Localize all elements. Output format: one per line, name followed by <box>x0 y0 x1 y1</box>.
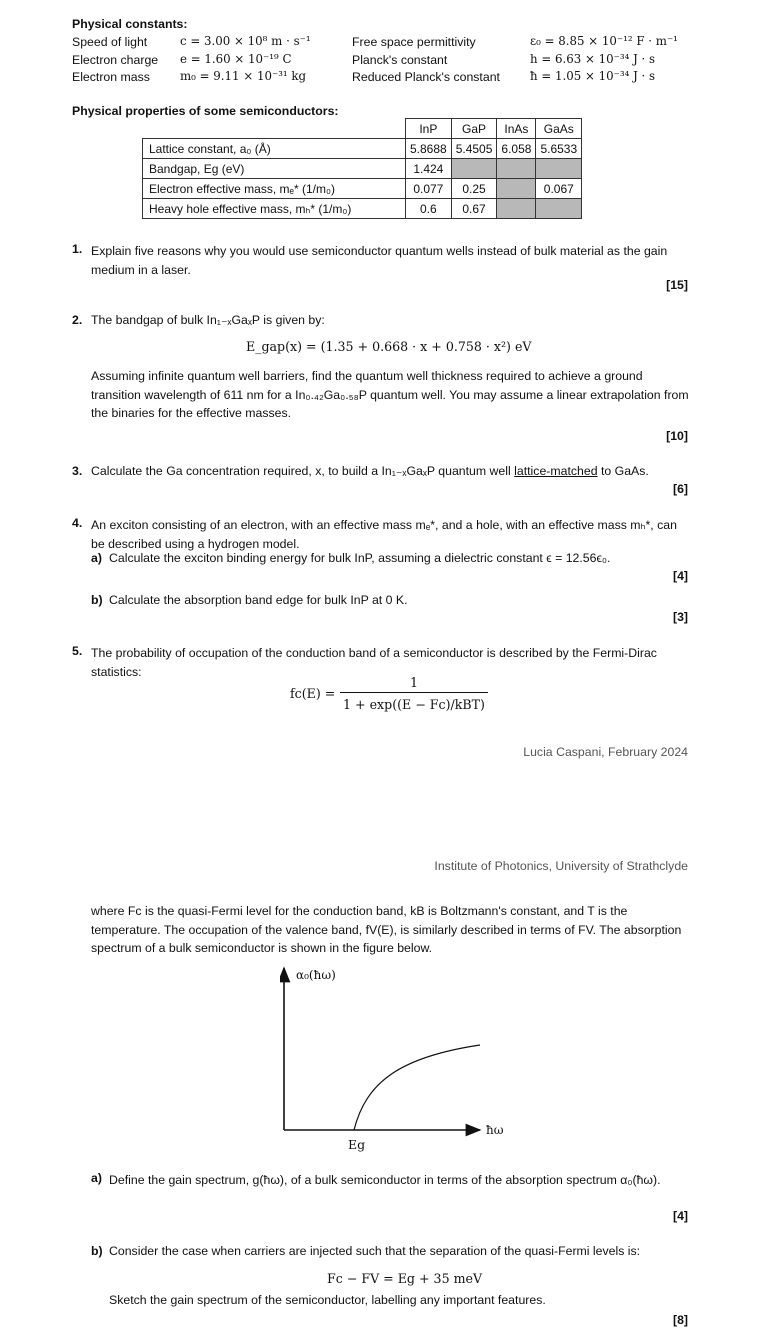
table-cell: 5.6533 <box>536 139 582 159</box>
equation: E_gap(x) = (1.35 + 0.668 · x + 0.758 · x²) eV <box>246 339 532 354</box>
table-cell-shaded <box>536 199 582 219</box>
fraction-numerator: 1 <box>409 675 418 690</box>
subpart-label: b) <box>91 593 103 607</box>
column-header: InP <box>406 119 452 139</box>
row-label: Bandgap, Eg (eV) <box>143 159 406 179</box>
table-cell: 5.4505 <box>451 139 497 159</box>
question-number: 5. <box>72 644 83 658</box>
properties-heading: Physical properties of some semiconductors: <box>72 104 339 118</box>
table-cell: 1.424 <box>406 159 452 179</box>
fraction-bar <box>340 692 488 693</box>
marks: [10] <box>666 429 688 443</box>
const-name: Free space permittivity <box>352 35 476 49</box>
question-number: 1. <box>72 242 83 256</box>
equation-lhs: fc(E) = <box>290 686 336 701</box>
subpart-text: Calculate the exciton binding energy for bulk InP, assuming a dielectric constant ϵ = 12.56ϵ₀. <box>109 551 611 565</box>
marks: [8] <box>672 1313 688 1327</box>
table-row <box>143 199 582 219</box>
table-cell-shaded <box>451 159 497 179</box>
table-cell: 0.077 <box>406 179 452 199</box>
question-text-part: to GaAs. <box>597 464 649 478</box>
table-cell: 5.8688 <box>406 139 452 159</box>
absorption-figure <box>280 962 510 1162</box>
fraction-denominator: 1 + exp((E − Fc)/kBT) <box>343 697 485 712</box>
column-header: InAs <box>497 119 536 139</box>
underlined-term: lattice-matched <box>514 464 598 478</box>
subpart-label: b) <box>91 1244 103 1258</box>
marks: [6] <box>672 482 688 496</box>
column-header: GaP <box>451 119 497 139</box>
const-value: ε₀ = 8.85 × 10⁻¹² F · m⁻¹ <box>530 34 678 48</box>
column-header: GaAs <box>536 119 582 139</box>
question-text: Assuming infinite quantum well barriers, find the quantum well thickness required to achieve a ground transition wavelength of 611 nm for a In₀.₄₂Ga₀.₅₈P quantum well. You may assume a linear extrapolation from the binaries for the effective masses. <box>91 369 689 420</box>
subpart-text: Consider the case when carriers are injected such that the separation of the quasi-Fermi levels is: <box>109 1244 641 1258</box>
const-name: Electron charge <box>72 53 159 67</box>
question-number: 3. <box>72 464 83 478</box>
const-value: m₀ = 9.11 × 10⁻³¹ kg <box>180 69 307 83</box>
question-text: Explain five reasons why you would use semiconductor quantum wells instead of bulk material as the gain medium in a laser. <box>91 244 668 277</box>
table-row <box>143 159 582 179</box>
table-row <box>143 179 582 199</box>
absorption-curve <box>354 1045 480 1130</box>
table-cell: 0.6 <box>406 199 452 219</box>
const-value: h = 6.63 × 10⁻³⁴ J · s <box>530 52 656 66</box>
row-label: Heavy hole effective mass, mₕ* (1/m₀) <box>143 199 406 219</box>
table-cell-shaded <box>497 159 536 179</box>
table-header-row <box>143 119 582 139</box>
const-name: Speed of light <box>72 35 148 49</box>
constants-heading: Physical constants: <box>72 17 188 31</box>
marks: [4] <box>672 1209 688 1223</box>
row-label: Electron effective mass, mₑ* (1/m₀) <box>143 179 406 199</box>
subpart-text: Define the gain spectrum, g(ħω), of a bulk semiconductor in terms of the absorption spectrum α₀(ħω). <box>109 1173 661 1187</box>
question-text: An exciton consisting of an electron, with an effective mass mₑ*, and a hole, with an effective mass mₕ*, can be described using a hydrogen model. <box>91 518 677 551</box>
question-text <box>91 464 649 478</box>
table-cell-shaded <box>536 159 582 179</box>
marks: [15] <box>666 278 688 292</box>
question-text: The bandgap of bulk In₁₋ₓGaₓP is given by: <box>91 313 325 327</box>
table-cell: 6.058 <box>497 139 536 159</box>
y-axis-label: α₀(ħω) <box>296 968 336 982</box>
question-text-part: Calculate the Ga concentration required, x, to build a In₁₋ₓGaₓP quantum well <box>91 464 515 478</box>
equation: Fc − FV = Eg + 35 meV <box>327 1271 483 1286</box>
bandgap-label: Eg <box>348 1137 366 1152</box>
const-name: Reduced Planck's constant <box>352 70 500 84</box>
table-cell: 0.067 <box>536 179 582 199</box>
properties-table <box>142 118 582 219</box>
absorption-plot <box>280 962 510 1162</box>
const-value: e = 1.60 × 10⁻¹⁹ C <box>180 52 292 66</box>
subpart-text: Calculate the absorption band edge for bulk InP at 0 K. <box>109 593 408 607</box>
table-row <box>143 139 582 159</box>
const-value: c = 3.00 × 10⁸ m · s⁻¹ <box>180 34 311 48</box>
question-number: 4. <box>72 516 83 530</box>
subpart-label: a) <box>91 551 102 565</box>
footer-institute: Institute of Photonics, University of Strathclyde <box>434 859 688 873</box>
table-cell: 0.25 <box>451 179 497 199</box>
marks: [3] <box>672 610 688 624</box>
subpart-label: a) <box>91 1171 102 1185</box>
const-name: Planck's constant <box>352 53 448 67</box>
footer-author: Lucia Caspani, February 2024 <box>523 745 688 759</box>
question-text: The probability of occupation of the conduction band of a semiconductor is described by the Fermi-Dirac statistics: <box>91 646 657 679</box>
const-name: Electron mass <box>72 70 150 84</box>
marks: [4] <box>672 569 688 583</box>
x-axis-label: ħω <box>486 1123 504 1137</box>
subpart-text: Sketch the gain spectrum of the semiconductor, labelling any important features. <box>109 1293 546 1307</box>
row-label: Lattice constant, a₀ (Å) <box>143 139 406 159</box>
const-value: ħ = 1.05 × 10⁻³⁴ J · s <box>530 69 656 83</box>
question-number: 2. <box>72 313 83 327</box>
table-cell-shaded <box>497 199 536 219</box>
table-cell-shaded <box>497 179 536 199</box>
table-cell: 0.67 <box>451 199 497 219</box>
question-text: where Fc is the quasi-Fermi level for the conduction band, kB is Boltzmann's constant, and T is the temperature. The occupation of the valence band, fV(E), is similarly described in terms of FV. The absorption spectrum of a bulk semiconductor is shown in the figure below. <box>91 904 682 955</box>
